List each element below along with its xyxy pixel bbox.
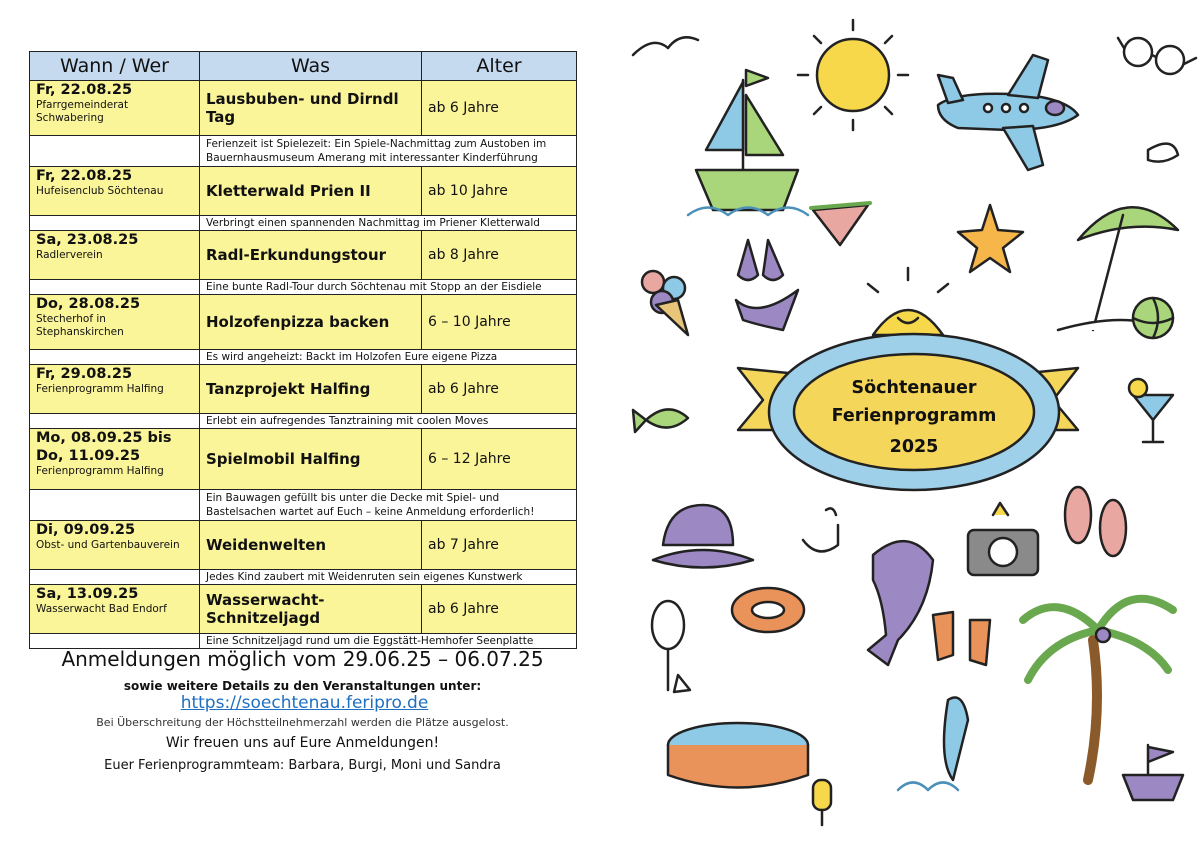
event-age: ab 8 Jahre [422,231,577,280]
event-title: Holzofenpizza backen [200,295,422,350]
camera-icon [968,503,1038,575]
beach-ball-icon [1133,298,1173,338]
feripro-link[interactable]: https://soechtenau.feripro.de [180,693,429,713]
event-description: Verbringt einen spannenden Nachmittag im Priener Kletterwald [200,216,577,231]
event-when [30,429,200,490]
event-date: Fr, 22.08.25 [36,82,133,98]
event-organizer: Stecherhof in Stephanskirchen [36,313,124,338]
event-title: Radl-Erkundungstour [200,231,422,280]
flippers-icon [933,612,990,665]
waves-icon [898,783,958,791]
table-row [30,136,577,167]
table-row [30,490,577,521]
event-description: Erlebt ein aufregendes Tanztraining mit coolen Moves [200,414,577,429]
event-title: Lausbuben- und Dirndl Tag [200,81,422,136]
ice-cream-icon [642,271,688,335]
looking-forward-text: Wir freuen uns auf Eure Anmeldungen! [165,735,440,751]
table-row [30,81,577,136]
blank-cell [30,280,200,295]
badge-title-line2: Ferienprogramm [831,406,997,426]
blank-cell [30,350,200,365]
blank-cell [30,414,200,429]
event-date: Mo, 08.09.25 bis Do, 11.09.25 [36,430,172,464]
event-date: Di, 09.09.25 [36,522,136,538]
event-date: Do, 28.08.25 [36,296,141,312]
event-organizer: Obst- und Gartenbauverein [36,539,180,551]
bikini-icon [736,240,798,330]
event-age: ab 10 Jahre [422,167,577,216]
event-date: Fr, 29.08.25 [36,366,133,382]
event-date: Sa, 23.08.25 [36,232,139,248]
event-title: Weidenwelten [200,521,422,570]
event-description: Jedes Kind zaubert mit Weidenruten sein eigenes Kunstwerk [200,570,577,585]
details-label: sowie weitere Details zu den Veranstaltungen unter: [123,679,482,693]
event-when [30,81,200,136]
event-when [30,365,200,414]
event-organizer: Ferienprogramm Halfing [36,465,164,477]
sun-hat-icon [653,505,753,568]
blank-cell [30,136,200,167]
event-age: ab 6 Jahre [422,365,577,414]
snorkel-icon [803,508,838,551]
dolphin-icon [868,541,933,665]
watermelon-icon [811,203,870,245]
table-row [30,365,577,414]
event-age: ab 7 Jahre [422,521,577,570]
table-row [30,429,577,490]
event-age: 6 – 12 Jahre [422,429,577,490]
table-row [30,295,577,350]
header-what: Was [200,52,422,81]
table-row [30,216,577,231]
event-organizer: Wasserwacht Bad Endorf [36,603,167,615]
surfboard-icon [944,698,968,781]
event-title: Spielmobil Halfing [200,429,422,490]
summer-poster [608,0,1200,847]
header-age: Alter [422,52,577,81]
table-row [30,414,577,429]
sun-icon [798,20,908,130]
event-description: Ferienzeit ist Spielezeit: Ein Spiele-Nachmittag zum Austoben im Bauernhausmuseum Amerang mit interessanter Kinderführung [200,136,577,167]
event-title: Tanzprojekt Halfing [200,365,422,414]
table-row [30,350,577,365]
fish-icon [633,409,688,432]
table-row [30,167,577,216]
event-age: 6 – 10 Jahre [422,295,577,350]
table-row [30,231,577,280]
popsicle-icon [813,780,831,825]
event-description: Es wird angeheizt: Backt im Holzofen Eure eigene Pizza [200,350,577,365]
badminton-racket-icon [652,601,690,692]
event-organizer: Ferienprogramm Halfing [36,383,164,395]
event-organizer: Radlerverein [36,249,103,261]
event-description: Eine bunte Radl-Tour durch Söchtenau mit Stopp an der Eisdiele [200,280,577,295]
starfish-icon [958,205,1023,272]
header-when: Wann / Wer [30,52,200,81]
small-boat-icon [1123,745,1183,800]
registration-period: Anmeldungen möglich vom 29.06.25 – 06.07.25 [61,647,544,671]
event-description: Eine Schnitzeljagd rund um die Eggstätt-Hemhofer Seenplatte [200,634,577,649]
event-date: Fr, 22.08.25 [36,168,133,184]
cocktail-icon [1129,379,1173,442]
event-when [30,167,200,216]
event-when [30,521,200,570]
event-title: Kletterwald Prien II [200,167,422,216]
table-row [30,521,577,570]
event-age: ab 6 Jahre [422,81,577,136]
blank-cell [30,570,200,585]
seagull-icon [633,37,698,55]
sunglasses-icon [1118,38,1196,74]
badge-title-year: 2025 [889,437,939,457]
swim-ring-icon [732,588,804,632]
blank-cell [30,216,200,231]
table-row [30,570,577,585]
schedule-table [29,51,577,649]
event-organizer: Pfarrgemeinderat Schwabering [36,99,129,124]
event-organizer: Hufeisenclub Söchtenau [36,185,164,197]
blank-cell [30,490,200,521]
badge-title-line1: Söchtenauer [851,378,977,398]
shell-icon [1148,144,1178,162]
table-row [30,585,577,634]
pool-icon [668,723,808,788]
event-age: ab 6 Jahre [422,585,577,634]
event-when [30,295,200,350]
table-header-row [30,52,577,81]
event-description: Ein Bauwagen gefüllt bis unter die Decke mit Spiel- und Bastelsachen wartet auf Euch – keine Anmeldung erforderlich! [200,490,577,521]
event-title: Wasserwacht-Schnitzeljagd [200,585,422,634]
table-row [30,280,577,295]
event-when [30,231,200,280]
details-line [29,679,576,713]
team-signature: Euer Ferienprogrammteam: Barbara, Burgi, Moni und Sandra [104,758,501,773]
airplane-icon [938,55,1078,170]
event-date: Sa, 13.09.25 [36,586,139,602]
sailboat-icon [688,70,808,215]
flip-flops-icon [1065,487,1126,556]
lottery-note: Bei Überschreitung der Höchstteilnehmerzahl werden die Plätze ausgelost. [96,716,509,729]
sun-icon [868,268,948,335]
event-when [30,585,200,634]
